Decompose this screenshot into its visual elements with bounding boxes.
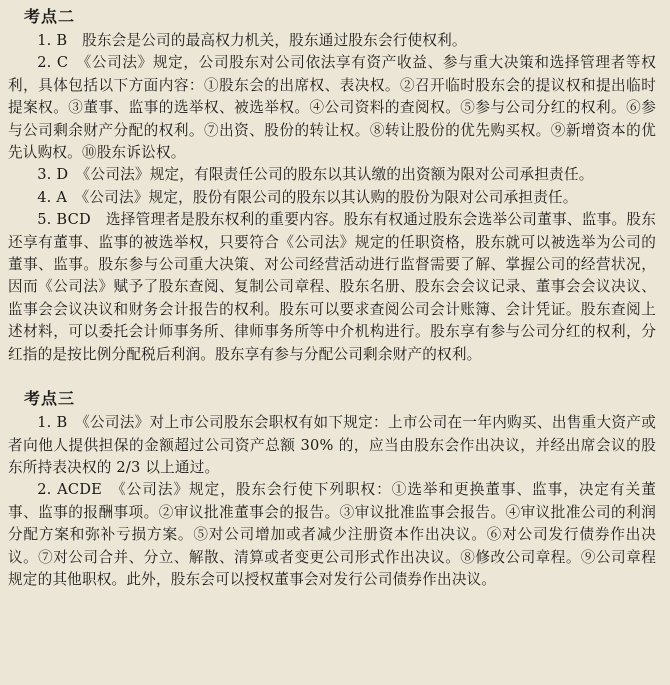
section-kaodian-3 xyxy=(8,388,656,591)
answer-paragraph: 4. A 《公司法》规定，股份有限公司的股东以其认购的股份为限对公司承担责任。 xyxy=(37,188,578,206)
answer-paragraph: 1. B 股东会是公司的最高权力机关，股东通过股东会行使权利。 xyxy=(37,32,467,49)
section-kaodian-2 xyxy=(8,6,656,366)
answer-paragraph: 2. C 《公司法》规定，公司股东对公司依法享有资产收益、参与重大决策和选择管理者等权利，具体包括以下方面内容：①股东会的出席权、表决权。②召开临时股东会的提议权和提出临时提案权。③董事、监事的选举权、被选举权。④公司资料的查阅权。⑤参与公司分红的权利。⑥参与公司剩余财产分配的权利。⑦出资、股份的转让权。⑧转让股份的优先购买权。⑨新增资本的优先认购权。⑩股东诉讼权。 xyxy=(8,54,656,162)
section-title: 考点三 xyxy=(24,389,76,409)
section-spacer xyxy=(8,366,656,388)
section-title: 考点二 xyxy=(24,7,76,26)
answer-paragraph: 3. D 《公司法》规定，有限责任公司的股东以其认缴的出资额为限对公司承担责任。 xyxy=(37,166,594,184)
answer-paragraph: 5. BCD 选择管理者是股东权利的重要内容。股东有权通过股东会选举公司董事、监事。股东还享有董事、监事的被选举权，只要符合《公司法》规定的任职资格，股东就可以被选举为公司的董事、监事。股东参与公司重大决策、对公司经营活动进行监督需要了解、掌握公司的经营状况，因而《公司法》赋予了股东查阅、复制公司章程、股东名册、股东会会议记录、董事会会议决议、监事会会议决议和财务会计报告的权利。股东可以要求查阅公司会计账簿、会计凭证。股东查阅上述材料，可以委托会计师事务所、律师事务所等中介机构进行。股东享有参与公司分红的权利，分红指的是按比例分配税后利润。股东享有参与分配公司剩余财产的权利。 xyxy=(8,211,656,363)
answer-paragraph: 2. ACDE 《公司法》规定，股东会行使下列职权：①选举和更换董事、监事，决定有关董事、监事的报酬事项。②审议批准董事会的报告。③审议批准监事会报告。④审议批准公司的利润分配方案和弥补亏损方案。⑤对公司增加或者减少注册资本作出决议。⑥对公司发行债券作出决议。⑦对公司合并、分立、解散、清算或者变更公司形式作出决议。⑧修改公司章程。⑨公司章程规定的其他职权。此外，股东会可以授权董事会对发行公司债券作出决议。 xyxy=(8,481,656,588)
answer-paragraph: 1. B 《公司法》对上市公司股东会职权有如下规定：上市公司在一年内购买、出售重大资产或者向他人提供担保的金额超过公司资产总额 30% 的，应当由股东会作出决议，并经出席会议的股东所持表决权的 2/3 以上通过。 xyxy=(8,414,656,476)
